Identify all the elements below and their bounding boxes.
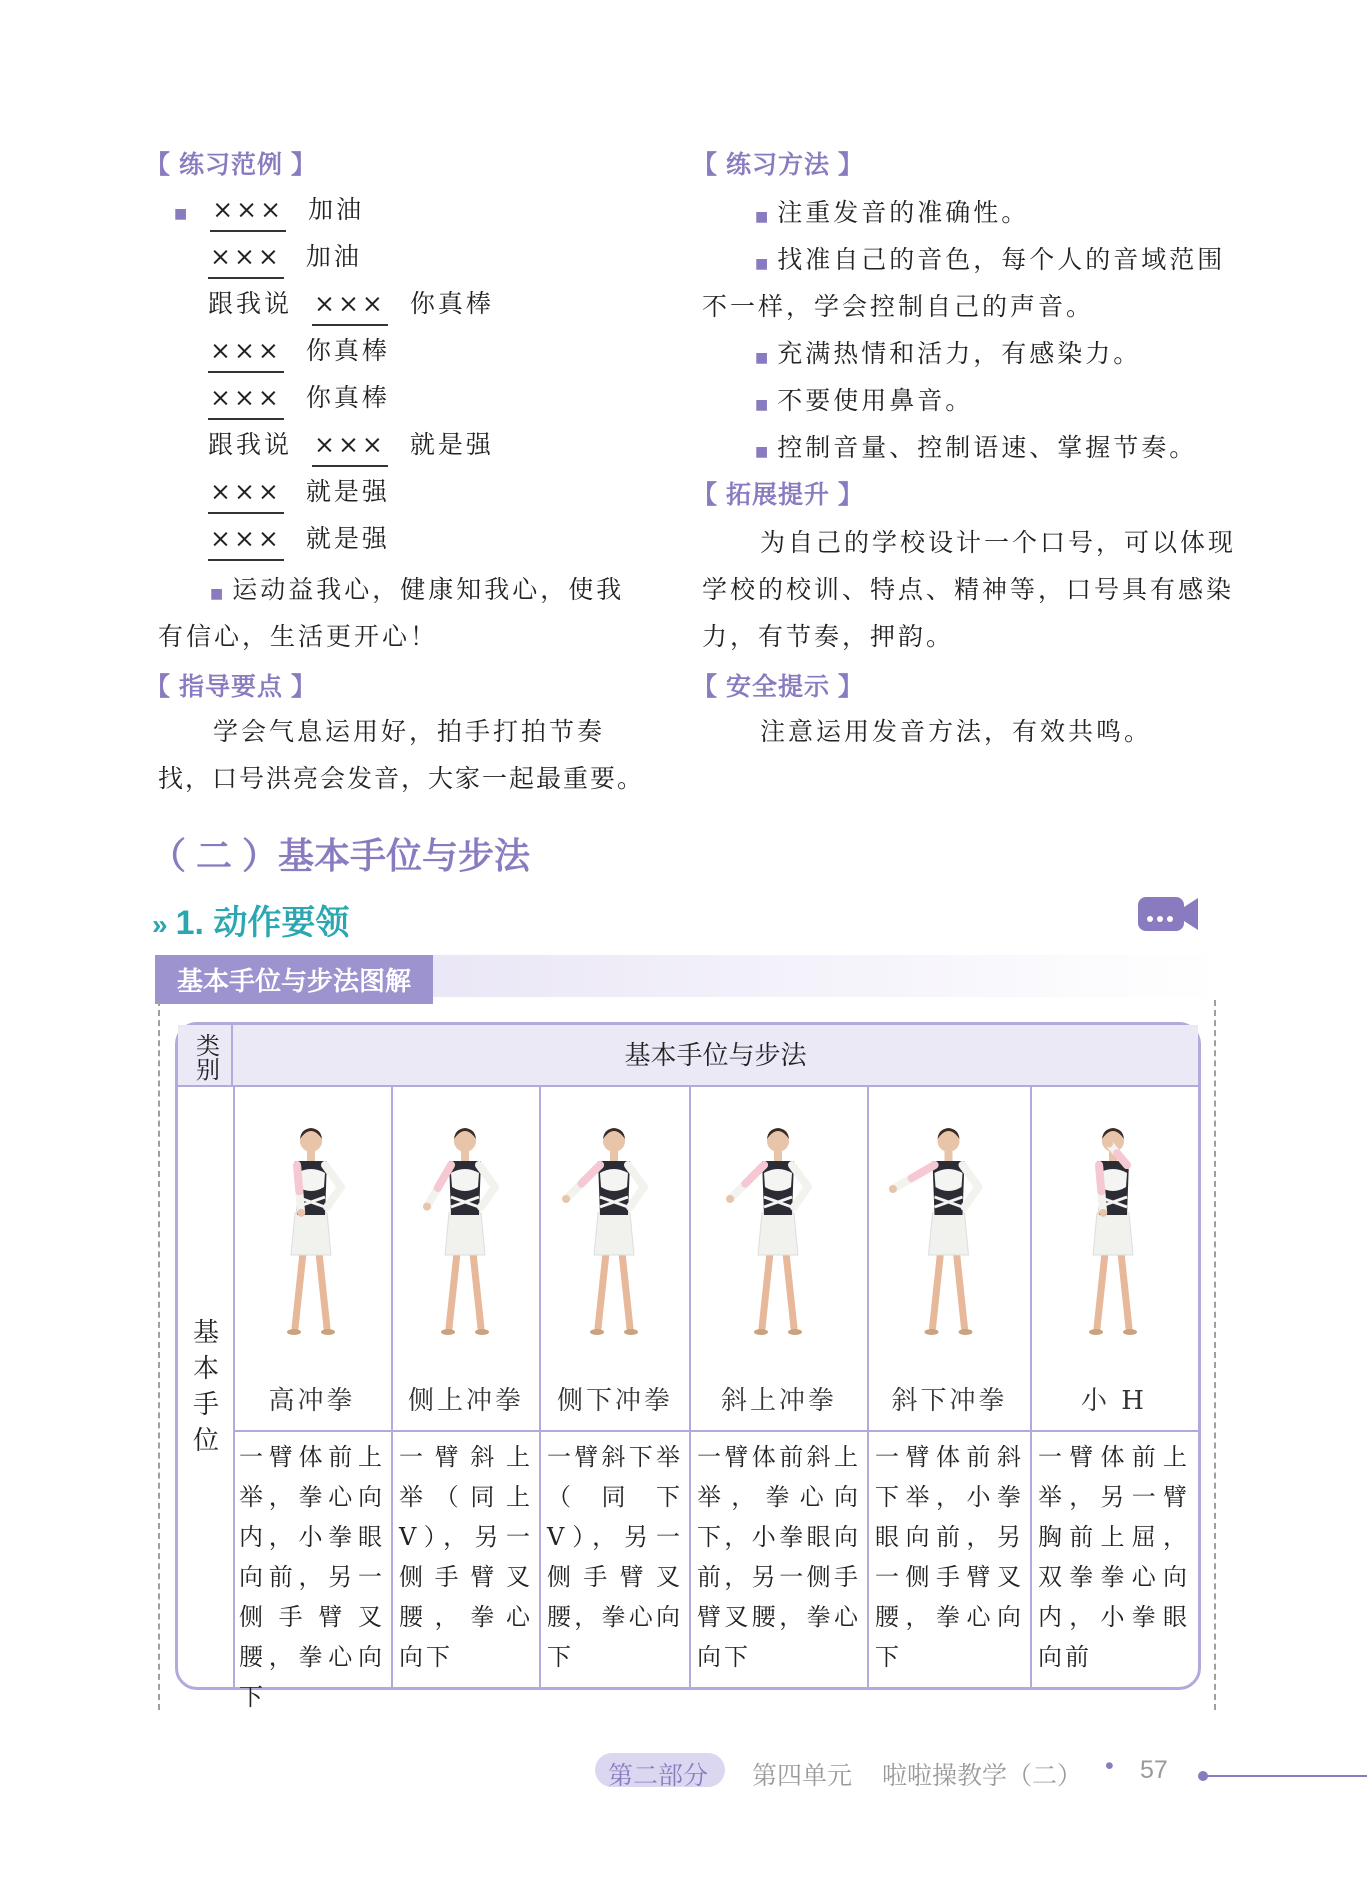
slogan-line-1: ■ 运动益我心，健康知我心，使我: [210, 575, 625, 604]
extension-line-2: 学校的校训、特点、精神等，口号具有感染: [702, 575, 1235, 604]
safety-heading: 【 安全提示 】: [692, 673, 864, 701]
bullet-icon: ■: [755, 444, 772, 460]
diagram-banner-label: 基本手位与步法图解: [155, 955, 433, 1004]
chant-suffix: 你真棒: [409, 289, 494, 318]
cheerleader-figure: [393, 1103, 537, 1353]
move-name: 高冲拳: [268, 1386, 356, 1416]
chant-suffix: 就是强: [305, 524, 390, 553]
video-camera-icon[interactable]: [1138, 895, 1200, 933]
chant-line: [208, 237, 658, 284]
move-description: 一臂体前上举，另一臂胸前上屈，双拳拳心向内，小拳眼向前: [1038, 1443, 1190, 1671]
move-name: 斜下冲拳: [891, 1386, 1008, 1416]
row-divider: [691, 1430, 869, 1432]
cheerleader-figure: [691, 1103, 865, 1353]
extension-line-1: 为自己的学校设计一个口号，可以体现: [760, 528, 1237, 557]
chant-line: [174, 190, 658, 237]
move-column: [233, 1085, 393, 1711]
chant-prefix: 跟我说: [208, 289, 293, 318]
chant-line: [208, 472, 658, 519]
method-heading: 【 练习方法 】: [692, 151, 864, 179]
move-column: [869, 1085, 1032, 1687]
row-divider: [869, 1430, 1032, 1432]
extension-heading: 【 拓展提升 】: [692, 481, 864, 509]
guide-line-2: 找，口号洪亮会发音，大家一起最重要。: [158, 764, 645, 793]
chant-suffix: 就是强: [409, 430, 494, 459]
chant-line: [208, 425, 658, 472]
chant-prefix: 跟我说: [208, 430, 293, 459]
section-title: （ 二 ）基本手位与步法: [150, 835, 531, 876]
row-divider: [393, 1430, 541, 1432]
move-description: 一臂斜上举（同上V），另一侧手臂叉腰，拳心向下: [399, 1443, 533, 1671]
method-item-2-cont: 不一样，学会控制自己的声音。: [702, 292, 1095, 321]
bullet-icon: ■: [174, 206, 191, 222]
cheerleader-figure: [1032, 1103, 1194, 1353]
footer-unit: 第四单元: [752, 1762, 853, 1790]
footer-part: 第二部分: [608, 1762, 709, 1790]
title-header: 基本手位与步法: [624, 1040, 807, 1070]
practice-example-heading: 【 练习范例 】: [145, 151, 317, 179]
row-divider: [541, 1430, 691, 1432]
move-name: 斜上冲拳: [720, 1386, 837, 1416]
footer-dot: •: [1105, 1752, 1114, 1780]
left-dashed-rail: [158, 1000, 160, 1710]
cheerleader-figure: [233, 1103, 389, 1353]
slogan-line-2: 有信心，生活更开心！: [158, 622, 439, 651]
row-divider: [233, 1430, 393, 1432]
cheerleader-figure: [541, 1103, 687, 1353]
method-item-1: ■ 注重发音的准确性。: [755, 198, 1030, 227]
chant-placeholder: ×××: [210, 190, 286, 232]
footer-course: 啦啦操教学（二）: [882, 1762, 1083, 1790]
chant-placeholder: ×××: [208, 378, 284, 420]
move-column: [1032, 1085, 1198, 1687]
move-column: [691, 1085, 869, 1687]
bullet-icon: ■: [755, 209, 772, 225]
row-divider: [1032, 1430, 1198, 1432]
subsection-title: » 1. 动作要领: [152, 904, 350, 942]
guide-line-1: 学会气息运用好，拍手打拍节奏: [213, 717, 606, 746]
chant-placeholder: ×××: [208, 519, 284, 561]
safety-line: 注意运用发音方法，有效共鸣。: [760, 717, 1153, 746]
move-description: 一臂体前斜下举，小拳眼向前，另一侧手臂叉腰，拳心向下: [875, 1443, 1024, 1671]
chant-lines: [174, 190, 658, 566]
page-number: 57: [1140, 1756, 1168, 1784]
method-item-5: ■ 控制音量、控制语速、掌握节奏。: [755, 433, 1198, 462]
double-chevron-icon: »: [152, 909, 168, 940]
chant-placeholder: ×××: [208, 472, 284, 514]
move-column: [393, 1085, 541, 1687]
extension-line-3: 力，有节奏，押韵。: [702, 622, 955, 651]
row-label: 基本手位: [192, 1318, 219, 1456]
move-name: 小 H: [1081, 1386, 1147, 1416]
chant-placeholder: ×××: [208, 237, 284, 279]
chant-suffix: 你真棒: [305, 383, 390, 412]
chant-line: [208, 378, 658, 425]
bullet-icon: ■: [755, 397, 772, 413]
chant-placeholder: ×××: [312, 425, 388, 467]
chant-line: [208, 519, 658, 566]
move-name: 侧上冲拳: [407, 1386, 524, 1416]
cheerleader-figure: [869, 1103, 1028, 1353]
move-description: 一臂体前上举，拳心向内，小拳眼向前，另一侧手臂叉腰，拳心向下: [239, 1443, 385, 1711]
moves-table: [175, 1022, 1201, 1711]
chant-suffix: 你真棒: [305, 336, 390, 365]
move-column: [541, 1085, 691, 1687]
bullet-icon: ■: [755, 256, 772, 272]
bullet-icon: ■: [755, 350, 772, 366]
chant-suffix: 加油: [308, 195, 365, 224]
category-header: 类别: [178, 1025, 233, 1085]
method-item-3: ■ 充满热情和活力，有感染力。: [755, 339, 1142, 368]
guide-heading: 【 指导要点 】: [145, 673, 317, 701]
method-item-2: ■ 找准自己的音色，每个人的音域范围: [755, 245, 1226, 274]
move-description: 一臂体前斜上举，拳心向下，小拳眼向前，另一侧手臂叉腰，拳心向下: [697, 1443, 861, 1671]
move-description: 一臂斜下举（同下V），另一侧手臂叉腰，拳心向下: [547, 1443, 683, 1671]
chant-suffix: 就是强: [305, 477, 390, 506]
chant-placeholder: ×××: [208, 331, 284, 373]
footer-rule: [1206, 1775, 1367, 1777]
method-item-4: ■ 不要使用鼻音。: [755, 386, 974, 415]
bullet-icon: ■: [210, 586, 227, 602]
chant-line: [208, 331, 658, 378]
right-dashed-rail: [1214, 1000, 1216, 1710]
chant-suffix: 加油: [305, 242, 362, 271]
move-name: 侧下冲拳: [556, 1386, 673, 1416]
chant-placeholder: ×××: [312, 284, 388, 326]
chant-line: [208, 284, 658, 331]
